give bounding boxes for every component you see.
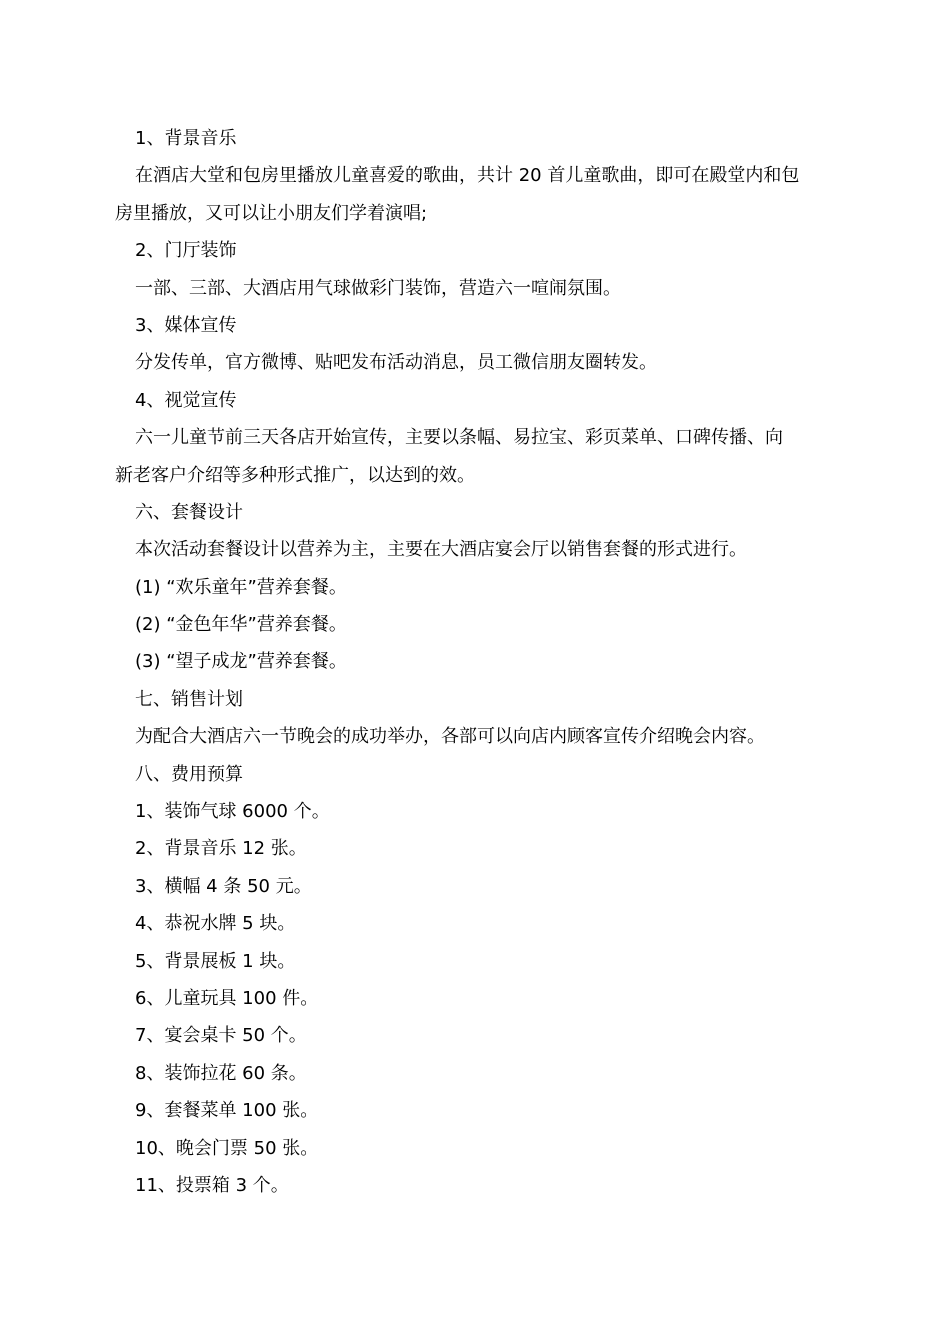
section-heading-budget: 八、费用预算	[135, 763, 243, 785]
list-item: 6、儿童玩具 100 件。	[135, 987, 319, 1009]
paragraph-line: 一部、三部、大酒店用气球做彩门装饰，营造六一喧闹氛围。	[135, 277, 621, 299]
list-item: 1、装饰气球 6000 个。	[135, 801, 330, 823]
list-item: 3、横幅 4 条 50 元。	[135, 875, 312, 897]
list-item: 2、背景音乐 12 张。	[135, 838, 307, 860]
list-item: (1) “欢乐童年”营养套餐。	[135, 576, 347, 598]
section-heading-sales-plan: 七、销售计划	[135, 688, 243, 710]
heading-media-promotion: 3、媒体宣传	[135, 314, 237, 336]
list-item: (2) “金色年华”营养套餐。	[135, 614, 347, 636]
heading-background-music: 1、背景音乐	[135, 128, 237, 149]
list-item: 8、装饰拉花 60 条。	[135, 1062, 307, 1084]
list-item: 4、恭祝水牌 5 块。	[135, 913, 296, 935]
section-heading-package-design: 六、套餐设计	[135, 501, 243, 523]
list-item: 10、晚会门票 50 张。	[135, 1137, 319, 1159]
paragraph-line: 六一儿童节前三天各店开始宣传，主要以条幅、易拉宝、彩页菜单、口碑传播、向	[135, 427, 783, 449]
list-item: 9、套餐菜单 100 张。	[135, 1100, 319, 1122]
heading-visual-promotion: 4、视觉宣传	[135, 389, 237, 411]
paragraph-line: 分发传单，官方微博、贴吧发布活动消息，员工微信朋友圈转发。	[135, 352, 657, 374]
paragraph-line: 在酒店大堂和包房里播放儿童喜爱的歌曲，共计 20 首儿童歌曲，即可在殿堂内和包	[135, 165, 800, 187]
paragraph-line: 为配合大酒店六一节晚会的成功举办，各部可以向店内顾客宣传介绍晚会内容。	[135, 726, 765, 748]
paragraph-line: 新老客户介绍等多种形式推广，以达到的效。	[115, 464, 475, 486]
list-item: 11、投票箱 3 个。	[135, 1174, 289, 1196]
heading-lobby-decoration: 2、门厅装饰	[135, 240, 237, 262]
paragraph-line: 本次活动套餐设计以营养为主，主要在大酒店宴会厅以销售套餐的形式进行。	[135, 539, 747, 561]
list-item: 7、宴会桌卡 50 个。	[135, 1025, 307, 1047]
list-item: (3) “望子成龙”营养套餐。	[135, 651, 347, 673]
list-item: 5、背景展板 1 块。	[135, 950, 296, 972]
paragraph-line: 房里播放，又可以让小朋友们学着演唱;	[115, 202, 428, 224]
